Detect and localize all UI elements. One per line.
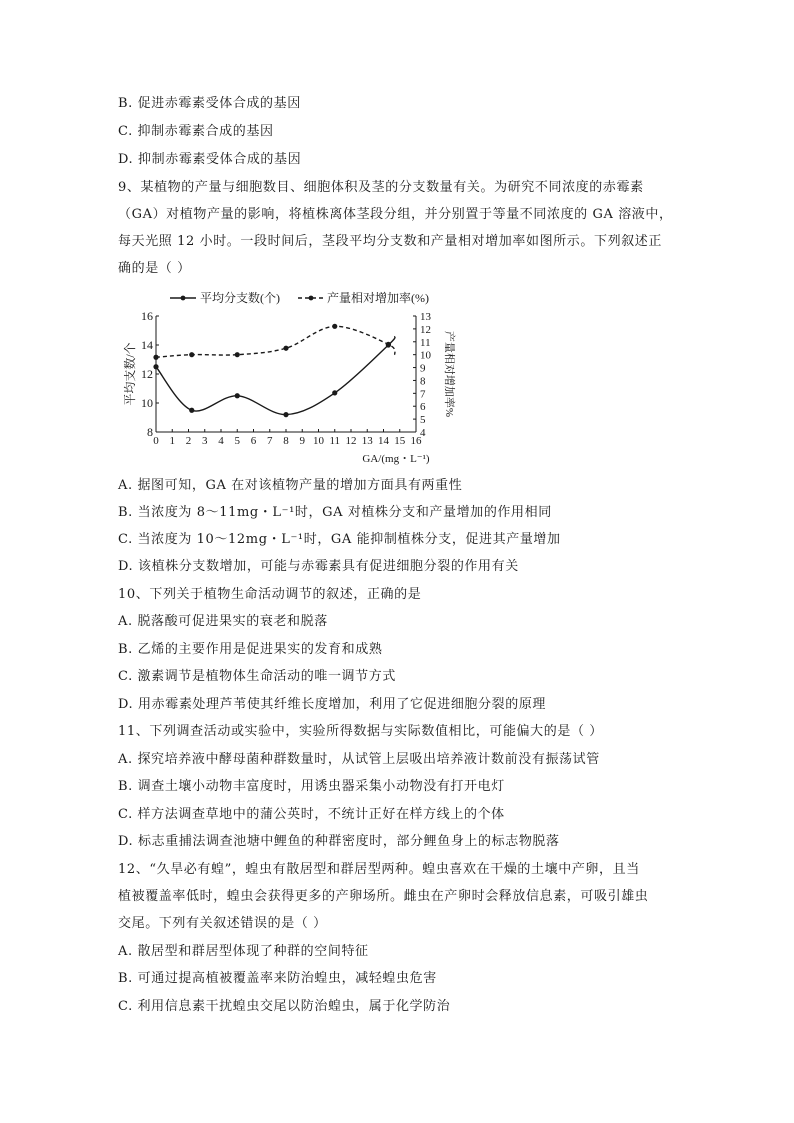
y-left-tick-label: 8	[147, 425, 153, 439]
q12-option-b: B. 可通过提高植被覆盖率来防治蝗虫，减轻蝗虫危害	[118, 971, 437, 986]
y-right-tick-label: 11	[420, 336, 431, 349]
series-1-point	[235, 393, 240, 398]
x-tick-label: 5	[234, 435, 240, 447]
q9-stem-4: 确的是（ ）	[118, 261, 191, 276]
q9-option-c: C. 当浓度为 10～12mg・L⁻¹时，GA 能抑制植株分支，促进其产量增加	[118, 532, 561, 547]
x-tick-label: 1	[169, 435, 175, 447]
x-tick-label: 7	[267, 435, 273, 447]
q11-option-b: B. 调查土壤小动物丰富度时，用诱虫器采集小动物没有打开电灯	[118, 779, 505, 794]
q11-option-c: C. 样方法调查草地中的蒲公英时，不统计正好在样方线上的个体	[118, 807, 505, 822]
q9-option-b: B. 当浓度为 8～11mg・L⁻¹时，GA 对植株分支和产量增加的作用相同	[118, 505, 552, 520]
q11-option-a: A. 探究培养液中酵母菌种群数量时，从试管上层吸出培养液计数前没有振荡试管	[118, 752, 600, 767]
q10-stem: 10、下列关于植物生命活动调节的叙述，正确的是	[118, 587, 422, 602]
y-right-tick-label: 9	[420, 362, 426, 375]
series-2-point	[386, 342, 391, 347]
y-right-tick-label: 13	[420, 311, 431, 323]
q11-stem: 11、下列调查活动或实验中，实验所得数据与实际数值相比，可能偏大的是（ ）	[118, 724, 603, 739]
y-right-tick-label: 4	[420, 427, 426, 439]
q11-option-d: D. 标志重捕法调查池塘中鲤鱼的种群密度时，部分鲤鱼身上的标志物脱落	[118, 834, 560, 849]
x-tick-label: 2	[185, 435, 192, 447]
series-2-point	[235, 352, 240, 357]
x-tick-label: 4	[218, 435, 224, 447]
y-left-tick-label: 16	[141, 309, 153, 323]
series-2-point	[283, 346, 288, 351]
q12-stem-3: 交尾。下列有关叙述错误的是（ ）	[118, 916, 327, 931]
x-tick-label: 3	[202, 435, 208, 447]
x-tick-label: 16	[410, 435, 422, 447]
series-2-point	[153, 355, 158, 360]
option-d-prev: D. 抑制赤霉素受体合成的基因	[118, 152, 302, 167]
x-tick-label: 11	[329, 435, 341, 447]
q10-option-d: D. 用赤霉素处理芦苇使其纤维长度增加，利用了它促进细胞分裂的原理	[118, 697, 547, 712]
series-2-point	[332, 324, 337, 329]
y-right-tick-label: 12	[420, 323, 431, 336]
x-tick-label: 9	[299, 435, 305, 447]
y-left-tick-label: 10	[141, 396, 153, 410]
q12-option-a: A. 散居型和群居型体现了种群的空间特征	[118, 944, 369, 959]
q9-stem-3: 每天光照 12 小时。一段时间后，茎段平均分支数和产量相对增加率如图所示。下列叙述正	[118, 234, 663, 249]
series-1-point	[332, 390, 337, 395]
q10-option-c: C. 激素调节是植物体生命活动的唯一调节方式	[118, 669, 396, 684]
q12-stem-2: 植被覆盖率低时，蝗虫会获得更多的产卵场所。雌虫在产卵时会释放信息素，可吸引雄虫	[118, 889, 649, 904]
option-b-prev: B. 促进赤霉素受体合成的基因	[118, 96, 301, 111]
x-tick-label: 0	[153, 435, 159, 447]
x-axis-label: GA/(mg・L⁻¹)	[362, 453, 430, 465]
q9-option-d: D. 该植株分支数增加，可能与赤霉素具有促进细胞分裂的作用有关	[118, 559, 519, 574]
series-1-point	[283, 412, 288, 417]
x-tick-label: 13	[361, 435, 373, 447]
legend-marker-1	[181, 296, 186, 301]
legend-label-1: 平均分支数(个)	[200, 291, 280, 305]
q10-option-a: A. 脱落酸可促进果实的衰老和脱落	[118, 614, 328, 629]
x-tick-label: 10	[313, 435, 324, 447]
y-right-tick-label: 6	[420, 401, 426, 414]
series-2-point	[189, 352, 194, 357]
q9-option-a: A. 据图可知，GA 在对该植物产量的增加方面具有两重性	[118, 478, 463, 493]
q10-option-b: B. 乙烯的主要作用是促进果实的发育和成熟	[118, 642, 383, 657]
y-left-tick-label: 12	[141, 367, 153, 381]
q12-stem-1: 12、“久旱必有蝗”，蝗虫有散居型和群居型两种。蝗虫喜欢在干燥的土壤中产卵，且当	[118, 862, 640, 877]
option-c-prev: C. 抑制赤霉素合成的基因	[118, 124, 274, 139]
series-1-point	[189, 408, 194, 413]
legend-label-2: 产量相对增加率(%)	[327, 291, 429, 305]
q9-stem-2: （GA）对植物产量的影响，将植株离体茎段分组，并分别置于等量不同浓度的 GA 溶液中，	[118, 207, 673, 222]
y-right-tick-label: 8	[420, 375, 426, 388]
x-tick-label: 6	[250, 435, 257, 447]
x-tick-label: 15	[394, 435, 406, 447]
series-1-point	[153, 364, 158, 369]
y-right-label: 产量相对增加率%	[443, 330, 455, 418]
y-left-tick-label: 14	[141, 338, 153, 352]
x-tick-label: 8	[283, 435, 289, 447]
series-line-1	[156, 336, 395, 414]
y-right-tick-label: 5	[420, 414, 426, 427]
x-tick-label: 12	[345, 435, 357, 447]
q12-option-c: C. 利用信息素干扰蝗虫交尾以防治蝗虫，属于化学防治	[118, 999, 451, 1014]
q9-stem-1: 9、某植物的产量与细胞数目、细胞体积及茎的分支数量有关。为研究不同浓度的赤霉素	[118, 180, 644, 195]
legend-marker-2	[309, 296, 314, 301]
y-left-label: 平均支数/个	[123, 342, 137, 406]
y-right-tick-label: 10	[420, 349, 431, 362]
y-right-tick-label: 7	[420, 388, 426, 401]
ga-chart	[120, 284, 460, 474]
x-tick-label: 14	[378, 435, 389, 447]
